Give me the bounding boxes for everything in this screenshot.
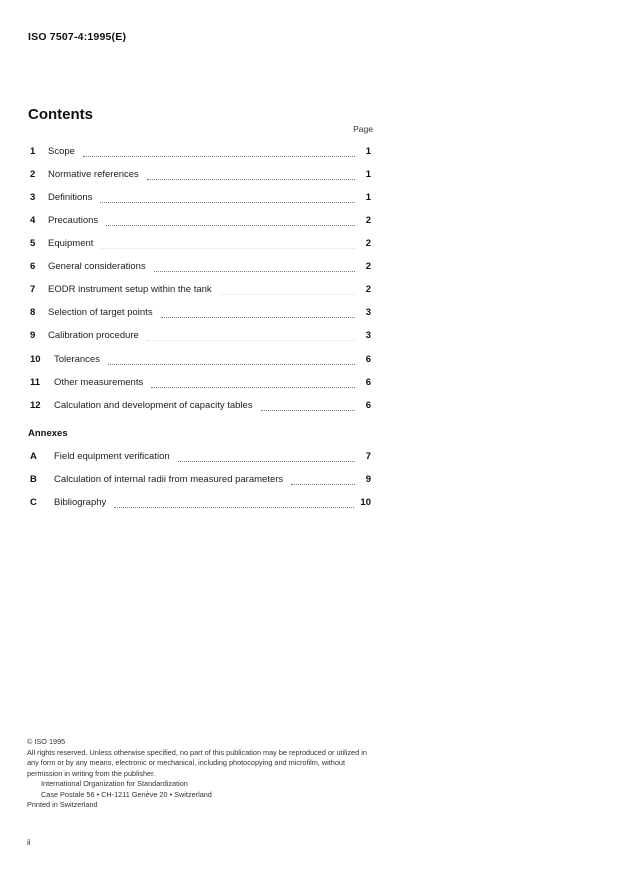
toc-annex-page: 9 bbox=[365, 474, 371, 485]
toc-entry-page: 1 bbox=[365, 146, 371, 157]
copyright-notice bbox=[27, 737, 377, 811]
copyright-symbol-line: © ISO 1995 bbox=[27, 737, 66, 746]
toc-leader-dots bbox=[178, 454, 355, 462]
toc-entry-title: Equipment bbox=[48, 238, 94, 249]
toc-entry-number: 11 bbox=[30, 377, 41, 388]
rights-statement: All rights reserved. Unless otherwise specified, no part of this publication may be reproduced or utilized in any form or by any means, electronic or mechanical, including photocopying and microfilm, without permission in writing from the publisher. bbox=[27, 747, 367, 778]
toc-entry-page: 2 bbox=[365, 215, 371, 226]
toc-leader-dots bbox=[114, 500, 354, 508]
toc-entry-page: 6 bbox=[365, 354, 371, 365]
toc-entry-number: 4 bbox=[30, 215, 36, 226]
toc-entry-title: Tolerances bbox=[54, 354, 100, 365]
annexes-heading: Annexes bbox=[28, 428, 68, 439]
toc-entry-title: Normative references bbox=[48, 169, 139, 180]
toc-annex-a[interactable] bbox=[30, 451, 371, 465]
toc-entry-1[interactable] bbox=[30, 146, 371, 160]
toc-entry-page: 6 bbox=[365, 377, 371, 388]
page-column-label: Page bbox=[353, 124, 373, 134]
toc-leader-dots bbox=[261, 403, 355, 411]
toc-entry-title: Other measurements bbox=[54, 377, 144, 388]
toc-entry-page: 1 bbox=[365, 192, 371, 203]
toc-entry-page: 1 bbox=[365, 169, 371, 180]
toc-annex-page: 10 bbox=[360, 497, 371, 508]
toc-annex-letter: C bbox=[30, 497, 37, 508]
toc-entry-title: EODR instrument setup within the tank bbox=[48, 284, 212, 295]
toc-annex-b[interactable] bbox=[30, 474, 371, 488]
toc-entry-page: 2 bbox=[365, 238, 371, 249]
toc-entry-page: 2 bbox=[365, 284, 371, 295]
toc-entry-5[interactable] bbox=[30, 238, 371, 252]
toc-annex-c[interactable] bbox=[30, 497, 371, 511]
toc-leader-dots bbox=[147, 333, 355, 341]
toc-entry-title: General considerations bbox=[48, 261, 146, 272]
toc-entry-page: 3 bbox=[365, 307, 371, 318]
toc-annex-page: 7 bbox=[365, 451, 371, 462]
toc-leader-dots bbox=[161, 310, 355, 318]
toc-entry-title: Calibration procedure bbox=[48, 330, 139, 341]
toc-entry-2[interactable] bbox=[30, 169, 371, 183]
toc-leader-dots bbox=[83, 149, 355, 157]
toc-annex-letter: A bbox=[30, 451, 37, 462]
toc-leader-dots bbox=[108, 357, 355, 365]
toc-entry-page: 6 bbox=[365, 400, 371, 411]
toc-entry-12[interactable] bbox=[30, 400, 371, 414]
toc-entry-title: Scope bbox=[48, 146, 75, 157]
toc-entry-title: Selection of target points bbox=[48, 307, 153, 318]
toc-leader-dots bbox=[151, 380, 355, 388]
toc-entry-title: Precautions bbox=[48, 215, 99, 226]
toc-annex-title: Calculation of internal radii from measured parameters bbox=[54, 474, 284, 485]
toc-entry-7[interactable] bbox=[30, 284, 371, 298]
toc-leader-dots bbox=[147, 172, 355, 180]
toc-entry-number: 1 bbox=[30, 146, 36, 157]
toc-annex-letter: B bbox=[30, 474, 37, 485]
printed-in: Printed in Switzerland bbox=[27, 800, 98, 809]
toc-entry-number: 3 bbox=[30, 192, 36, 203]
publisher-name: International Organization for Standardization bbox=[41, 779, 188, 788]
toc-entry-8[interactable] bbox=[30, 307, 371, 321]
toc-leader-dots bbox=[291, 477, 355, 485]
toc-entry-number: 12 bbox=[30, 400, 41, 411]
toc-entry-title: Calculation and development of capacity tables bbox=[54, 400, 253, 411]
toc-entry-10[interactable] bbox=[30, 354, 371, 368]
toc-entry-9[interactable] bbox=[30, 330, 371, 344]
toc-entry-6[interactable] bbox=[30, 261, 371, 275]
toc-leader-dots bbox=[100, 195, 355, 203]
document-reference: ISO 7507-4:1995(E) bbox=[28, 31, 127, 43]
contents-title: Contents bbox=[28, 106, 93, 123]
toc-entry-4[interactable] bbox=[30, 215, 371, 229]
toc-leader-dots bbox=[106, 218, 355, 226]
toc-entry-number: 9 bbox=[30, 330, 36, 341]
page-number: ii bbox=[27, 838, 31, 847]
toc-leader-dots bbox=[154, 264, 355, 272]
toc-entry-page: 3 bbox=[365, 330, 371, 341]
toc-entry-number: 5 bbox=[30, 238, 36, 249]
toc-leader-dots bbox=[220, 287, 355, 295]
toc-leader-dots bbox=[101, 241, 355, 249]
toc-entry-title: Definitions bbox=[48, 192, 93, 203]
publisher-address: Case Postale 56 • CH-1211 Genève 20 • Switzerland bbox=[41, 789, 212, 799]
toc-entry-11[interactable] bbox=[30, 377, 371, 391]
toc-entry-page: 2 bbox=[365, 261, 371, 272]
toc-entry-number: 10 bbox=[30, 354, 41, 365]
toc-entry-number: 8 bbox=[30, 307, 36, 318]
toc-annex-title: Field equipment verification bbox=[54, 451, 170, 462]
toc-entry-number: 2 bbox=[30, 169, 36, 180]
toc-entry-number: 7 bbox=[30, 284, 36, 295]
toc-entry-number: 6 bbox=[30, 261, 36, 272]
toc-annex-title: Bibliography bbox=[54, 497, 107, 508]
toc-entry-3[interactable] bbox=[30, 192, 371, 206]
